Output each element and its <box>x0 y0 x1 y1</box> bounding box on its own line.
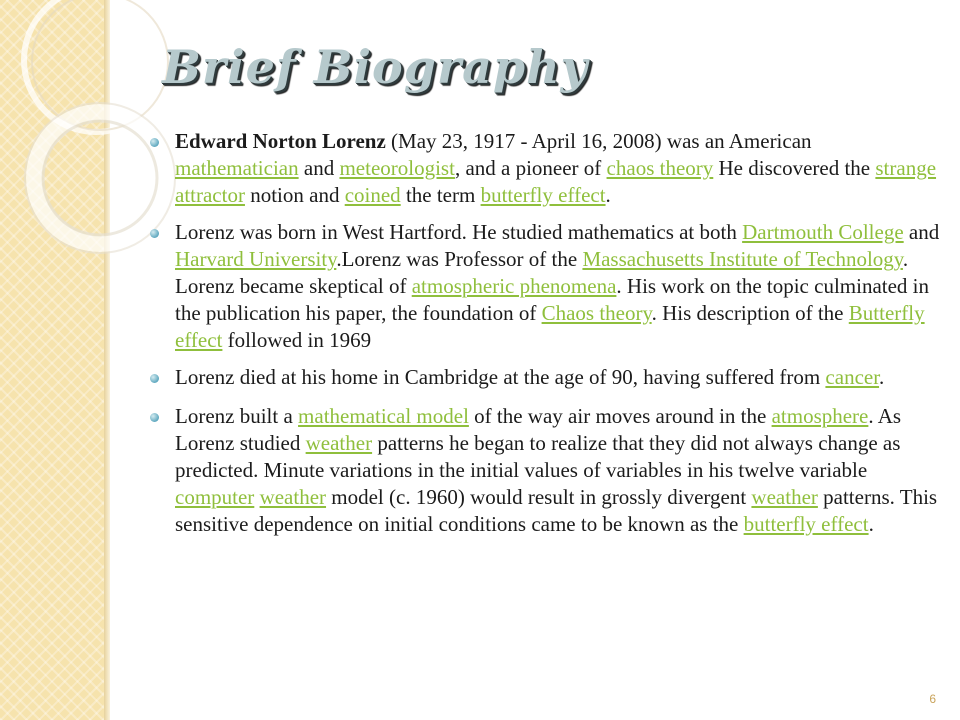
hyperlink[interactable]: Chaos theory <box>541 301 652 325</box>
text-run: Lorenz died at his home in Cambridge at the age of 90, having suffered from <box>175 365 826 389</box>
hyperlink[interactable]: Massachusetts Institute of Technology <box>582 247 903 271</box>
text-run: , and a pioneer of <box>454 156 607 180</box>
page-number: 6 <box>929 692 936 706</box>
hyperlink[interactable]: strange attractor <box>175 156 937 207</box>
hyperlink[interactable]: computer <box>175 485 255 509</box>
hyperlink[interactable]: Dartmouth College <box>742 220 904 244</box>
hyperlink[interactable]: weather <box>305 431 373 455</box>
hyperlink[interactable]: weather <box>259 485 327 509</box>
paragraph-text <box>175 220 939 352</box>
text-run: patterns he began to realize that they did not always change as predicted. Minute variations in the initial values of variables in his twelve variable <box>175 431 901 482</box>
hyperlink[interactable]: mathematical model <box>298 404 469 428</box>
circle-bullet-icon <box>150 138 159 147</box>
hyperlink[interactable]: cancer <box>825 365 880 389</box>
text-run: and <box>903 220 940 244</box>
text-run: He discovered the <box>713 156 876 180</box>
hyperlink[interactable]: butterfly effect <box>743 512 869 536</box>
bold-name: Edward Norton Lorenz <box>175 129 386 153</box>
text-run: and <box>298 156 340 180</box>
hyperlink[interactable]: Harvard University <box>175 247 337 271</box>
hyperlink[interactable]: Butterfly effect <box>175 301 925 352</box>
hyperlink[interactable]: butterfly effect <box>480 183 606 207</box>
circle-bullet-icon <box>150 229 159 238</box>
hyperlink[interactable]: atmosphere <box>771 404 869 428</box>
hyperlink[interactable]: weather <box>751 485 818 509</box>
list-item <box>150 128 940 209</box>
bullet-list <box>150 128 940 550</box>
text-run: model (c. 1960) would result in grossly divergent <box>326 485 752 509</box>
hyperlink[interactable]: meteorologist <box>339 156 455 180</box>
text-run: Lorenz built a <box>175 404 299 428</box>
text-run: (May 23, 1917 - April 16, 2008) was an American <box>385 129 812 153</box>
text-run: . <box>605 183 611 207</box>
hyperlink[interactable]: chaos theory <box>606 156 714 180</box>
text-run: the term <box>400 183 481 207</box>
text-run: notion and <box>244 183 345 207</box>
text-run: of the way air moves around in the <box>468 404 772 428</box>
list-item <box>150 403 940 538</box>
paragraph-text <box>175 404 937 536</box>
page-title: Brief Biography <box>162 40 589 94</box>
text-run: . <box>868 512 874 536</box>
text-run: . <box>879 365 885 389</box>
paragraph-text <box>175 129 936 207</box>
list-item <box>150 364 940 391</box>
hyperlink[interactable]: atmospheric phenomena <box>411 274 617 298</box>
list-item <box>150 219 940 354</box>
paragraph-text <box>175 365 884 389</box>
text-run: .Lorenz was Professor of the <box>336 247 583 271</box>
hyperlink[interactable]: coined <box>344 183 401 207</box>
circle-bullet-icon <box>150 374 159 383</box>
text-run: . Lorenz became skeptical of <box>175 247 909 298</box>
text-run: Lorenz was born in West Hartford. He studied mathematics at both <box>175 220 743 244</box>
hyperlink[interactable]: mathematician <box>175 156 299 180</box>
circle-bullet-icon <box>150 413 159 422</box>
text-run: . His work on the topic culminated in the publication his paper, the foundation of <box>175 274 930 325</box>
text-run: followed in 1969 <box>222 328 372 352</box>
text-run: . As Lorenz studied <box>175 404 902 455</box>
text-run: patterns. This sensitive dependence on initial conditions came to be known as the <box>175 485 938 536</box>
text-run: . His description of the <box>651 301 849 325</box>
